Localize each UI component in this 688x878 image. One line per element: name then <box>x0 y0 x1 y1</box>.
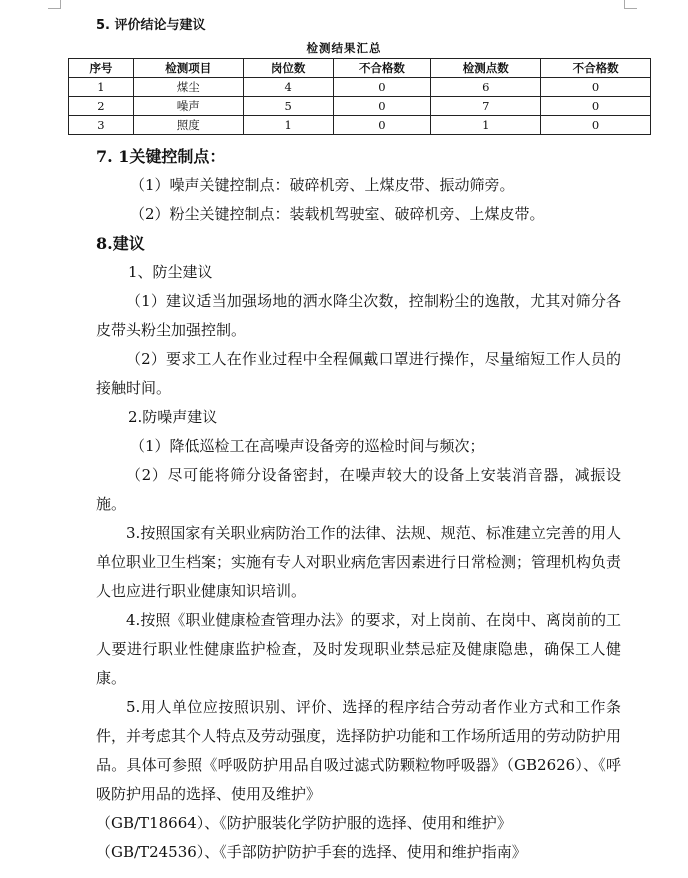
section-5-heading: 5. 评价结论与建议 <box>96 18 206 33</box>
page-corner-mark-left <box>48 0 61 9</box>
dust-control-points: （2）粉尘关键控制点：装载机驾驶室、破碎机旁、上煤皮带。 <box>130 205 545 223</box>
noise-advice-item: （1）降低巡检工在高噪声设备旁的巡检时间与频次； <box>130 437 485 455</box>
page-corner-mark-right <box>624 0 637 9</box>
header-cell: 序号 <box>69 59 134 78</box>
table-cell: 7 <box>431 97 541 116</box>
dust-advice-item: （2）要求工人在作业过程中全程佩戴口罩进行操作，尽量缩短工作人员的接触时间。 <box>96 350 621 397</box>
dust-advice-heading: 1、防尘建议 <box>128 263 213 281</box>
table-cell: 0 <box>541 116 651 135</box>
advice-item-5: 5.用人单位应按照识别、评价、选择的程序结合劳动者作业方式和工作条件，并考虑其个人特点及劳动强度，选择防护功能和工作场所适用的劳动防护用品。具体可参照《呼吸防护用品自吸过滤式防颗粒物呼吸器》（GB2626）、《呼吸防护用品的选择、使用及维护》 <box>96 698 622 803</box>
dust-advice-item: （1）建议适当加强场地的洒水降尘次数，控制粉尘的逸散，尤其对筛分各皮带头粉尘加强控制。 <box>96 292 621 339</box>
table-cell: 0 <box>333 78 431 97</box>
header-cell: 检测点数 <box>431 59 541 78</box>
header-cell: 不合格数 <box>541 59 651 78</box>
table-caption: 检测结果汇总 <box>306 41 382 55</box>
header-cell: 不合格数 <box>333 59 431 78</box>
table-cell: 4 <box>243 78 333 97</box>
table-cell: 照度 <box>133 116 243 135</box>
table-cell: 0 <box>541 97 651 116</box>
table-cell: 噪声 <box>133 97 243 116</box>
advice-item-5-standards-2: （GB/T24536）、《手部防护防护手套的选择、使用和维护指南》 <box>96 843 527 861</box>
table-cell: 0 <box>333 97 431 116</box>
advice-item-4: 4.按照《职业健康检查管理办法》的要求，对上岗前、在岗中、离岗前的工人要进行职业性健康监护检查，及时发现职业禁忌症及健康隐患，确保工人健康。 <box>96 611 621 687</box>
section-8-heading: 8.建议 <box>96 234 145 253</box>
table-cell: 1 <box>69 78 134 97</box>
table-row <box>69 78 651 97</box>
table-header-row <box>69 59 651 78</box>
table-cell: 煤尘 <box>133 78 243 97</box>
section-7-1-heading: 7. 1关键控制点： <box>96 147 226 166</box>
results-summary-table <box>68 58 651 135</box>
header-cell: 检测项目 <box>133 59 243 78</box>
advice-item-5-standards-1: （GB/T18664）、《防护服装化学防护服的选择、使用和维护》 <box>96 814 512 832</box>
table-row <box>69 97 651 116</box>
table-cell: 1 <box>243 116 333 135</box>
noise-control-points: （1）噪声关键控制点：破碎机旁、上煤皮带、振动筛旁。 <box>130 176 515 194</box>
header-cell: 岗位数 <box>243 59 333 78</box>
table-cell: 2 <box>69 97 134 116</box>
table-cell: 1 <box>431 116 541 135</box>
table-cell: 0 <box>333 116 431 135</box>
table-cell: 0 <box>541 78 651 97</box>
advice-item-3: 3.按照国家有关职业病防治工作的法律、法规、规范、标准建立完善的用人单位职业卫生档案；实施有专人对职业病危害因素进行日常检测；管理机构负责人也应进行职业健康知识培训。 <box>96 524 622 600</box>
noise-advice-heading: 2.防噪声建议 <box>128 408 218 426</box>
table-cell: 5 <box>243 97 333 116</box>
table-cell: 6 <box>431 78 541 97</box>
noise-advice-item: （2）尽可能将筛分设备密封，在噪声较大的设备上安装消音器，减振设施。 <box>96 466 621 513</box>
table-row <box>69 116 651 135</box>
table-cell: 3 <box>69 116 134 135</box>
